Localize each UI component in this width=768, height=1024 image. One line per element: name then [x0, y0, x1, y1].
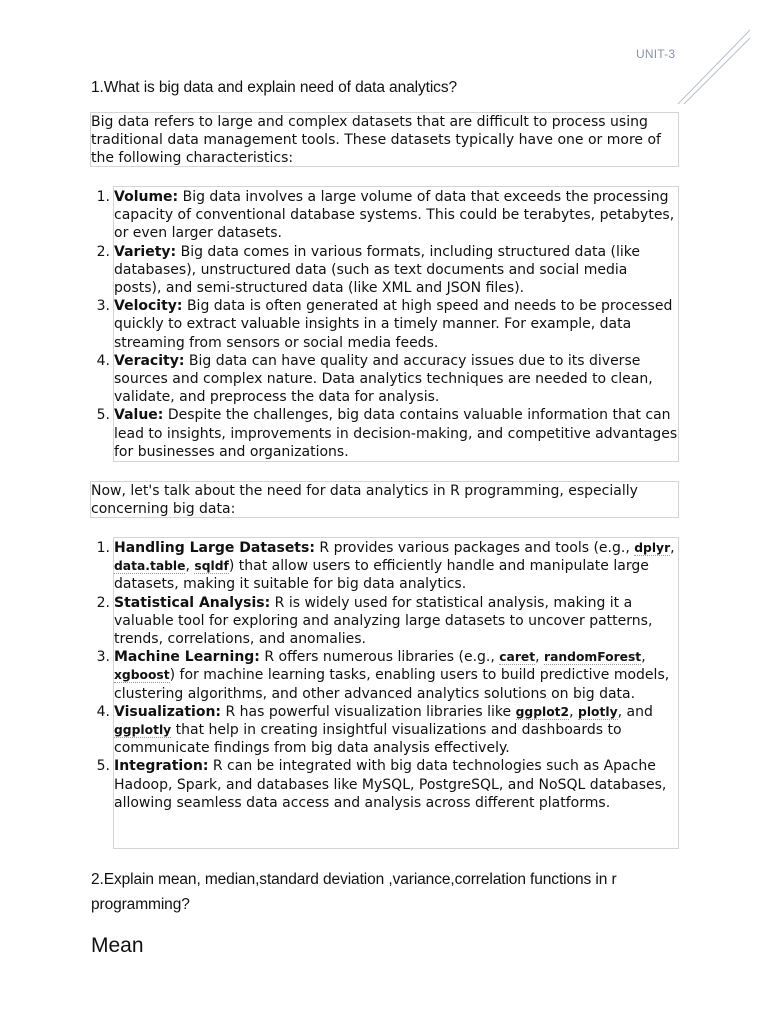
need-intro-paragraph: Now, let's talk about the need for data analytics in R programming, especially concerning big data: [91, 483, 638, 518]
code-snippet: caret [499, 650, 536, 665]
intro-paragraph-box [90, 112, 679, 167]
list-text: , [670, 540, 675, 556]
list-item [92, 648, 682, 703]
list-text: , [641, 649, 646, 666]
code-snippet: randomForest [544, 650, 642, 665]
code-snippet: dplyr [634, 541, 671, 555]
list-term: Veracity: [114, 352, 185, 369]
list-text: R offers numerous libraries (e.g., [259, 649, 500, 666]
list-term: Velocity: [114, 298, 183, 315]
list-number: 1. [96, 540, 110, 556]
list-item [92, 406, 679, 461]
code-snippet: ggplotly [114, 723, 172, 738]
code-snippet: plotly [578, 704, 618, 719]
list-number: 2. [96, 243, 110, 260]
list-number: 5. [96, 407, 110, 424]
code-snippet: data.table [114, 559, 186, 574]
list-item [92, 188, 679, 243]
unit-label: UNIT-3 [636, 47, 676, 61]
list-number: 2. [96, 594, 110, 611]
list-item [92, 243, 679, 298]
code-snippet: xgboost [114, 668, 170, 683]
characteristics-list [92, 188, 679, 461]
list-item [92, 539, 682, 594]
list-text: , [185, 558, 195, 575]
list-number: 4. [96, 703, 110, 720]
list-text: Big data is often generated at high speed and needs to be processed quickly to extract valuable insights in a timely manner. For example, data streaming from sensors or social media feeds. [114, 298, 673, 351]
list-term: Handling Large Datasets: [114, 540, 315, 556]
list-item [92, 703, 682, 758]
intro-paragraph: Big data refers to large and complex datasets that are difficult to process using traditional data management tools. These datasets typically have one or more of the following characteristics: [91, 114, 661, 167]
characteristics-list-box [96, 186, 679, 462]
list-term: Machine Learning: [114, 649, 260, 666]
list-text: , and [617, 703, 653, 720]
code-snippet: sqldf [194, 559, 229, 574]
list-term: Value: [114, 407, 164, 424]
list-text: Big data can have quality and accuracy issues due to its diverse sources and complex nature. Data analytics techniques are needed to clean, validate, and preprocess the data for analysis. [114, 352, 653, 406]
list-term: Statistical Analysis: [114, 594, 271, 611]
list-text: R can be integrated with big data technologies such as Apache Hadoop, Spark, and databases like MySQL, PostgreSQL, and NoSQL databases, allowing seamless data access and analysis across different platforms. [114, 758, 667, 811]
list-number: 1. [96, 189, 110, 205]
mean-heading: Mean [91, 934, 144, 957]
list-term: Integration: [114, 758, 209, 775]
list-text: , [569, 703, 579, 720]
list-item [92, 352, 679, 407]
list-item [92, 594, 682, 649]
list-item [92, 757, 682, 812]
code-snippet: ggplot2 [515, 704, 570, 719]
list-text: ) for machine learning tasks, enabling users to build predictive models, clustering algorithms, and other advanced analytics solutions on big data. [114, 667, 670, 702]
list-number: 5. [96, 758, 110, 775]
list-term: Variety: [114, 243, 177, 260]
list-number: 3. [96, 298, 110, 315]
list-text: that help in creating insightful visualizations and dashboards to communicate findings from big data analysis effectively. [114, 722, 622, 757]
needs-list [92, 539, 682, 812]
list-text: R provides various packages and tools (e.g., [314, 540, 635, 556]
list-item [92, 297, 679, 352]
need-intro-box [90, 481, 679, 518]
question-1-heading: 1.What is big data and explain need of data analytics? [91, 79, 457, 96]
list-text: R has powerful visualization libraries like [221, 703, 516, 720]
list-term: Volume: [114, 189, 179, 205]
list-text: Big data involves a large volume of data that exceeds the processing capacity of conventional database systems. This could be terabytes, petabytes, or even larger datasets. [114, 189, 675, 242]
list-text: ) that allow users to efficiently handle and manipulate large datasets, making it suitable for big data analytics. [114, 558, 649, 593]
list-number: 4. [96, 352, 110, 369]
list-number: 3. [96, 649, 110, 666]
list-text: Despite the challenges, big data contains valuable information that can lead to insights, improvements in decision-making, and competitive advantages for businesses and organizations. [114, 407, 678, 460]
needs-list-box [96, 537, 679, 849]
list-text: R is widely used for statistical analysis, making it a valuable tool for exploring and analyzing large datasets to uncover patterns, trends, correlations, and anomalies. [114, 594, 653, 648]
list-text: , [535, 649, 545, 666]
list-text: Big data comes in various formats, including structured data (like databases), unstructured data (such as text documents and social media posts), and semi-structured data (like XML and JSON files). [114, 243, 640, 297]
question-2-heading: 2.Explain mean, median,standard deviation ,variance,correlation functions in r programming? [91, 871, 617, 913]
list-term: Visualization: [114, 703, 222, 720]
